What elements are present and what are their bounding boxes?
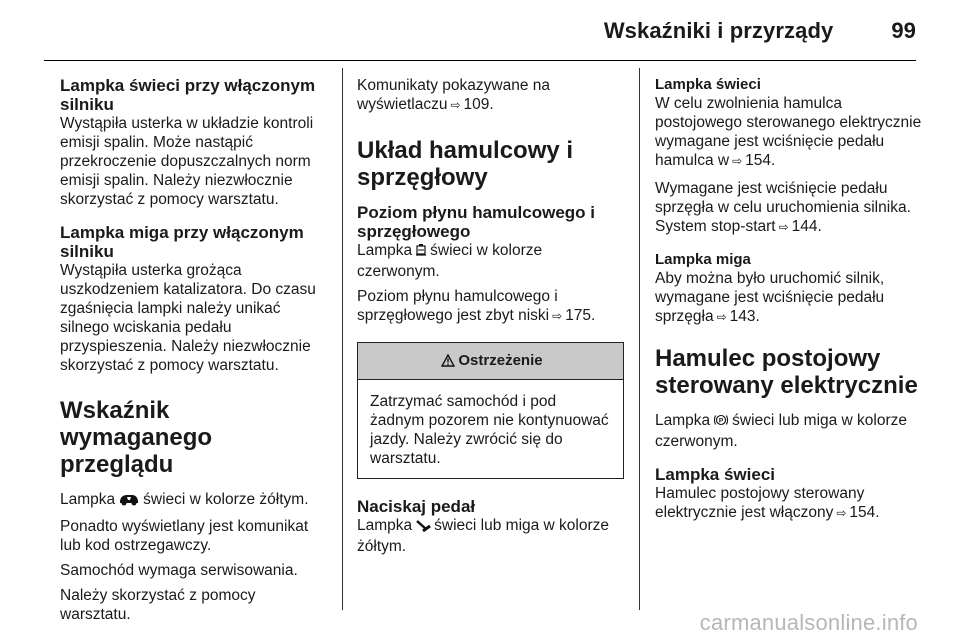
- paragraph: Wystąpiła usterka grożąca uszkodzeniem katalizatora. Do czasu zgaśnięcia lampki należy unikać silnego wciskania pedału przyspieszenia. Należy niezwłocznie skorzystać z pomocy warsztatu.: [60, 262, 316, 374]
- page-reference: 175.: [565, 307, 596, 324]
- paragraph: Komunikaty pokazywane na wyświetlaczu ⇨ 109.: [357, 77, 551, 113]
- paragraph: Lampka świeci lub miga w kolorze żółtym.: [357, 517, 610, 555]
- column-3: [655, 76, 925, 523]
- page-reference-arrow-icon: ⇨: [716, 310, 727, 324]
- service-wrench-icon: [118, 492, 140, 511]
- paragraph: Wymagane jest wciśnięcie pedału sprzęgła w celu uruchomienia silnika. System stop-start ⇨ 144.: [655, 180, 911, 235]
- warning-triangle-icon: [441, 345, 455, 381]
- page-reference-arrow-icon: ⇨: [552, 309, 563, 323]
- section-title-parking-brake: Hamulec postojowy sterowany elektrycznie: [655, 345, 918, 399]
- paragraph: Hamulec postojowy sterowany elektrycznie jest włączony ⇨ 154.: [655, 485, 880, 521]
- paragraph: Samochód wymaga serwisowania.: [60, 562, 298, 579]
- page-reference-arrow-icon: ⇨: [450, 98, 461, 112]
- section-title-brakes: Układ hamulcowy i sprzęgłowy: [357, 137, 574, 191]
- heading-lamp-on: Lampka świeci: [655, 76, 761, 93]
- column-1: [60, 76, 328, 624]
- warning-text: Zatrzymać samochód i pod żadnym pozorem nie kontynuować jazdy. Należy zwrócić się do warsztatu.: [370, 393, 609, 467]
- paragraph: Lampka świeci w kolorze żółtym.: [60, 490, 328, 511]
- pedal-icon: [415, 518, 431, 537]
- page-number: 99: [891, 18, 916, 43]
- heading-press-pedal: Naciskaj pedał: [357, 497, 476, 516]
- heading-brake-fluid: Poziom płynu hamulcowego i sprzęgłowego: [357, 203, 596, 241]
- svg-text:P: P: [718, 417, 724, 425]
- brake-fluid-icon: [415, 243, 427, 262]
- page-reference-arrow-icon: ⇨: [778, 220, 789, 234]
- watermark: carmanualsonline.info: [699, 610, 918, 635]
- page-reference: 154.: [849, 504, 880, 521]
- page-title: Wskaźniki i przyrządy: [603, 18, 834, 43]
- section-title-service: Wskaźnik wymaganego przeglądu: [60, 397, 213, 478]
- column-divider: [342, 68, 343, 610]
- column-2: [357, 76, 625, 556]
- column-divider: [639, 68, 640, 610]
- warning-title: Ostrzeżenie: [458, 352, 543, 369]
- parking-brake-icon: [713, 413, 729, 432]
- paragraph: W celu zwolnienia hamulca postojowego sterowanego elektrycznie wymagane jest wciśnięcie pedału hamulca w ⇨ 154.: [655, 95, 922, 169]
- paragraph: Aby można było uruchomić silnik, wymagane jest wciśnięcie pedału sprzęgła ⇨ 143.: [655, 270, 885, 325]
- page-reference-arrow-icon: ⇨: [732, 154, 743, 168]
- heading-lamp-flashing: Lampka miga: [655, 251, 751, 268]
- paragraph: Poziom płynu hamulcowego i sprzęgłowego jest zbyt niski ⇨ 175.: [357, 288, 596, 324]
- page-reference: 109.: [463, 96, 494, 113]
- header-rule: [44, 60, 916, 61]
- paragraph: Należy skorzystać z pomocy warsztatu.: [60, 587, 256, 623]
- paragraph: Wystąpiła usterka w układzie kontroli emisji spalin. Może nastąpić przekroczenie dopuszczalnych norm emisji spalin. Należy niezwłocznie skorzystać z pomocy warsztatu.: [60, 115, 314, 208]
- warning-header: [358, 343, 623, 380]
- heading-engine-lamp-flashing: Lampka miga przy włączonym silniku: [60, 223, 304, 261]
- page-reference: 143.: [729, 308, 760, 325]
- paragraph: Lampka świeci w kolorze czerwonym.: [357, 242, 543, 280]
- page-reference-arrow-icon: ⇨: [836, 506, 847, 520]
- heading-lamp-on-parking: Lampka świeci: [655, 465, 776, 484]
- paragraph: Ponadto wyświetlany jest komunikat lub kod ostrzegawczy.: [60, 518, 309, 554]
- warning-box: [357, 342, 624, 479]
- page-reference: 144.: [791, 218, 822, 235]
- heading-engine-lamp-on: Lampka świeci przy włączonym silniku: [60, 76, 316, 114]
- page-header: [604, 18, 916, 44]
- page-reference: 154.: [745, 152, 776, 169]
- paragraph: Lampka P świeci lub miga w kolorze czerwonym.: [655, 412, 908, 450]
